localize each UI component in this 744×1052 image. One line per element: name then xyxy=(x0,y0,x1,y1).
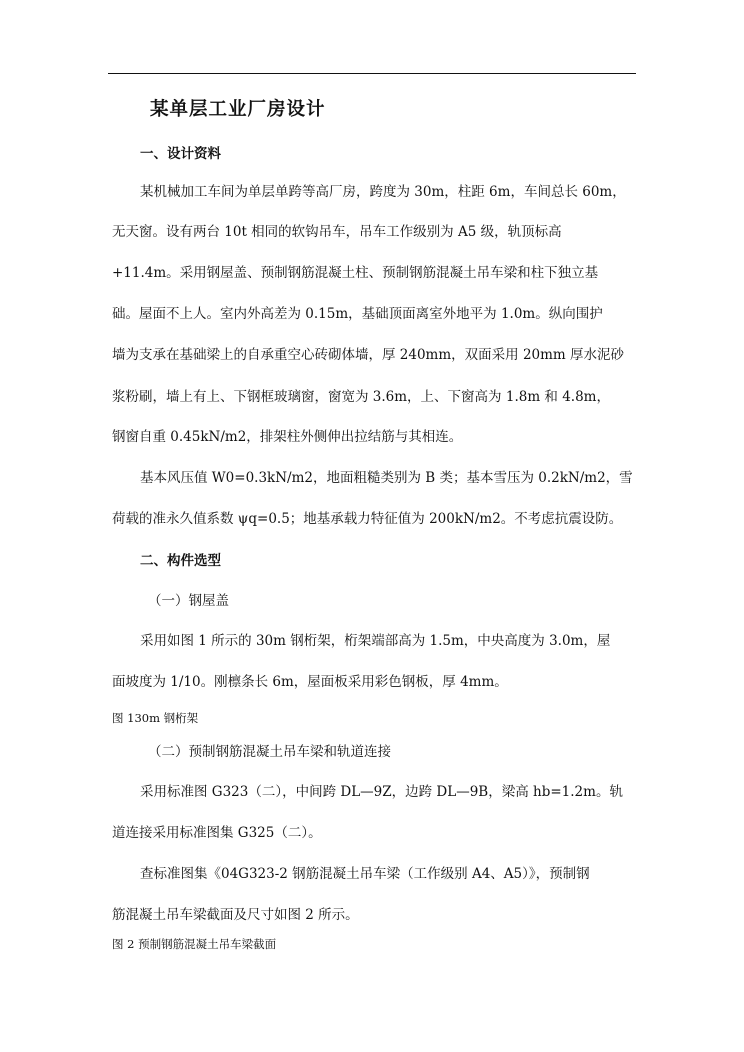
section1-heading: 一、设计资料 xyxy=(140,146,221,162)
header-rule xyxy=(108,73,636,74)
section1-para1-line-1: 某机械加工车间为单层单跨等高厂房，跨度为 30m，柱距 6m，车间总长 60m， xyxy=(140,184,626,200)
section2-sub2-heading: （二）预制钢筋混凝土吊车梁和轨道连接 xyxy=(148,744,391,760)
section1-para1-line-4: 础。屋面不上人。室内外高差为 0.15m，基础顶面离室外地平为 1.0m。纵向围护 xyxy=(112,306,603,322)
section2-sub1-para-line-1: 采用如图 1 所示的 30m 钢桁架，桁架端部高为 1.5m，中央高度为 3.0m，屋 xyxy=(140,633,611,649)
section2-heading: 二、构件选型 xyxy=(140,553,221,569)
section1-para1-line-5: 墙为支承在基础梁上的自承重空心砖砌体墙，厚 240mm，双面采用 20mm 厚水泥砂 xyxy=(112,347,625,363)
figure1-caption: 图 130m 钢桁架 xyxy=(112,711,199,725)
section2-sub2-para2-line-1: 查标准图集《04G323-2 钢筋混凝土吊车梁（工作级别 A4、A5）》，预制钢 xyxy=(140,866,590,882)
section1-para1-line-6: 浆粉刷，墙上有上、下钢框玻璃窗，窗宽为 3.6m，上、下窗高为 1.8m 和 4.8m， xyxy=(112,389,610,405)
section2-sub2-para1-line-2: 道连接采用标准图集 G325（二）。 xyxy=(112,825,322,841)
section1-para2-line-2: 荷载的准永久值系数 ψq=0.5；地基承载力特征值为 200kN/m2。不考虑抗震设防。 xyxy=(112,511,623,527)
section2-sub1-para-line-2: 面坡度为 1/10。刚檩条长 6m，屋面板采用彩色钢板，厚 4mm。 xyxy=(112,674,508,690)
section1-para1-line-7: 钢窗自重 0.45kN/m2，排架柱外侧伸出拉结筋与其相连。 xyxy=(112,429,463,445)
section2-sub1-heading: （一）钢屋盖 xyxy=(148,593,229,609)
figure2-caption: 图 2 预制钢筋混凝土吊车梁截面 xyxy=(112,937,277,951)
page-title: 某单层工业厂房设计 xyxy=(150,99,326,120)
section1-para1-line-2: 无天窗。设有两台 10t 相同的软钩吊车，吊车工作级别为 A5 级，轨顶标高 xyxy=(112,224,562,240)
section1-para2-line-1: 基本风压值 W0=0.3kN/m2，地面粗糙类别为 B 类；基本雪压为 0.2kN/m2，雪 xyxy=(140,470,633,486)
section2-sub2-para1-line-1: 采用标准图 G323（二），中间跨 DL—9Z，边跨 DL—9B，梁高 hb=1.2m。轨 xyxy=(140,784,623,800)
section1-para1-line-3: +11.4m。采用钢屋盖、预制钢筋混凝土柱、预制钢筋混凝土吊车梁和柱下独立基 xyxy=(112,265,599,281)
section2-sub2-para2-line-2: 筋混凝土吊车梁截面及尺寸如图 2 所示。 xyxy=(112,907,359,923)
